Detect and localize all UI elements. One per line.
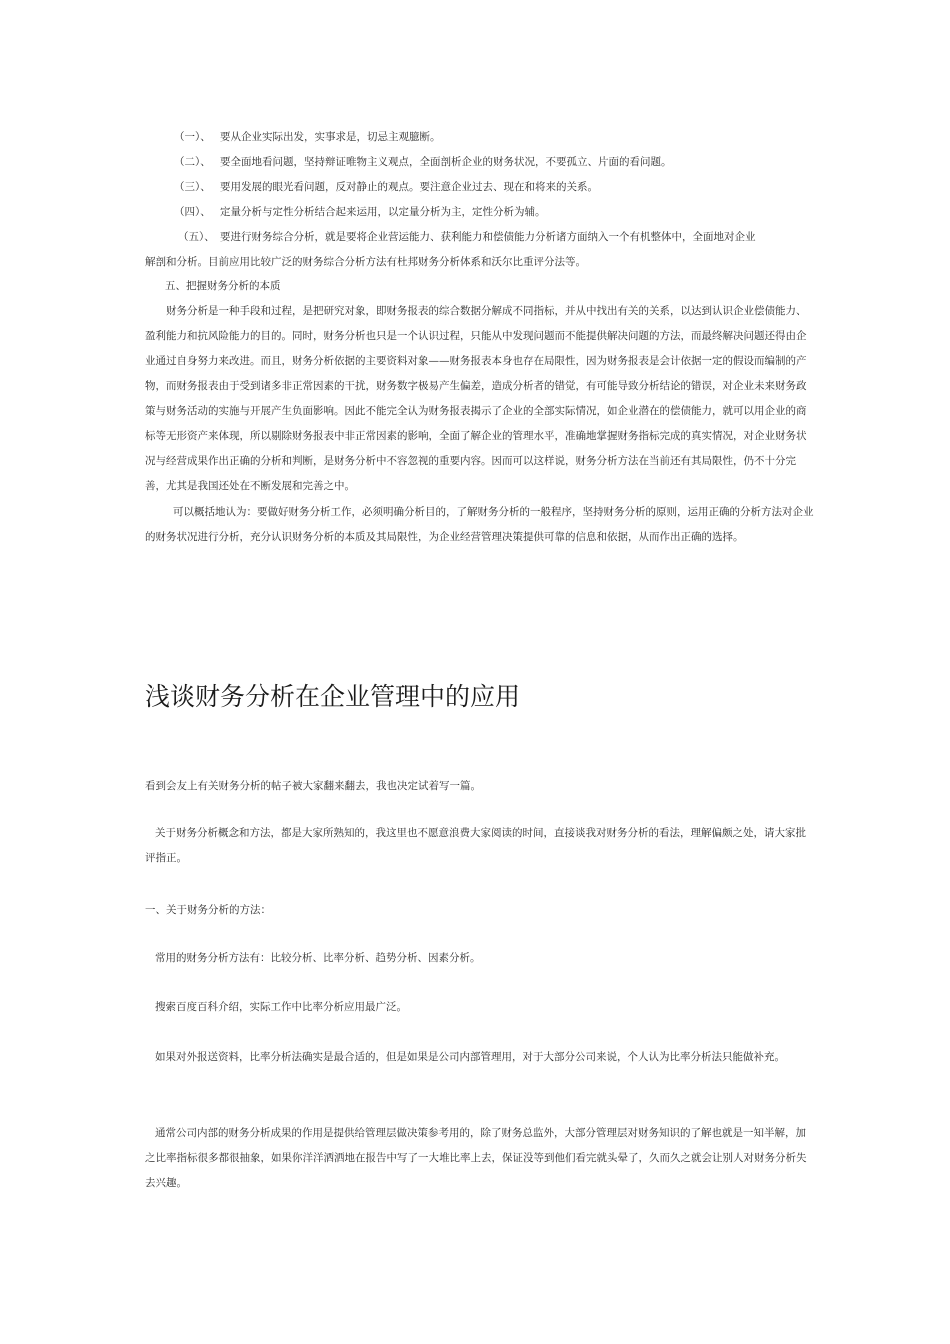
article-heading-methods: 一、关于财务分析的方法： [145, 904, 271, 916]
article-paragraph-5: 如果对外报送资料，比率分析法确实是最合适的，但是如果是公司内部管理用，对于大部分公司来说，个人认为比率分析法只能做补充。 [155, 1051, 785, 1063]
article-paragraph-4: 搜索百度百科介绍，实际工作中比率分析应用最广泛。 [155, 1001, 407, 1013]
list-item-5-line-1: （五）、 要进行财务综合分析，就是要将企业营运能力、获利能力和偿债能力分析诸方面纳入一个有机整体中，全面地对企业 [178, 231, 756, 243]
list-number: （一）、 [174, 131, 211, 143]
article-paragraph-2: 关于财务分析概念和方法，都是大家所熟知的，我这里也不愿意浪费大家阅读的时间，直接谈我对财务分析的看法，理解偏颇之处，请大家批评指正。 [145, 827, 806, 864]
list-item-2 [174, 155, 672, 169]
list-text: 要全面地看问题，坚持辩证唯物主义观点，全面剖析企业的财务状况，不要孤立、片面的看问题。 [220, 156, 672, 168]
paragraph-essence: 财务分析是一种手段和过程，是把研究对象，即财务报表的综合数据分解成不同指标，并从中找出有关的关系，以达到认识企业偿债能力、盈利能力和抗风险能力的目的。同时，财务分析也只是一个认识过程，只能从中发现问题而不能提供解决问题的方法，而最终解决问题还得由企业通过自身努力来改进。而且，财务分析依据的主要资料对象——财务报表本身也存在局限性，因为财务报表是会计依据一定的假设而编制的产物，而财务报表由于受到诸多非正常因素的干扰，财务数字极易产生偏差，造成分析者的错觉，有可能导致分析结论的错误，对企业未来财务政策与财务活动的实施与开展产生负面影响。因此不能完全认为财务报表揭示了企业的全部实际情况，如企业潜在的偿债能力，就可以用企业的商标等无形资产来体现，所以剔除财务报表中非正常因素的影响，全面了解企业的管理水平，准确地掌握财务指标完成的真实情况，对企业财务状况与经营成果作出正确的分析和判断，是财务分析中不容忽视的重要内容。因而可以这样说，财务分析方法在当前还有其局限性，仍不十分完善，尤其是我国还处在不断发展和完善之中。 [145, 305, 807, 492]
list-text: 定量分析与定性分析结合起来运用，以定量分析为主，定性分析为辅。 [220, 206, 546, 218]
list-number: （四）、 [174, 206, 211, 218]
list-item-1 [174, 130, 441, 144]
paragraph-summary: 可以概括地认为：要做好财务分析工作，必须明确分析目的，了解财务分析的一般程序，坚持财务分析的原则，运用正确的分析方法对企业的财务状况进行分析，充分认识财务分析的本质及其局限性，为企业经营管理决策提供可靠的信息和依据，从而作出正确的选择。 [145, 506, 814, 543]
list-number: （三）、 [174, 181, 211, 193]
list-text: 要用发展的眼光看问题，反对静止的观点。要注意企业过去、现在和将来的关系。 [220, 181, 598, 193]
section-heading-essence: 五、把握财务分析的本质 [165, 280, 281, 292]
article-paragraph-6: 通常公司内部的财务分析成果的作用是提供给管理层做决策参考用的，除了财务总监外，大部分管理层对财务知识的了解也就是一知半解，加之比率指标很多都很抽象，如果你洋洋洒洒地在报告中写了一大堆比率上去，保证没等到他们看完就头晕了，久而久之就会让别人对财务分析失去兴趣。 [145, 1127, 807, 1189]
article-paragraph-1: 看到会友上有关财务分析的帖子被大家翻来翻去，我也决定试着写一篇。 [145, 780, 481, 792]
article-paragraph-3: 常用的财务分析方法有：比较分析、比率分析、趋势分析、因素分析。 [155, 952, 481, 964]
list-number: （二）、 [174, 156, 211, 168]
list-text: 要从企业实际出发，实事求是，切忌主观臆断。 [220, 131, 441, 143]
list-item-4 [174, 205, 546, 219]
list-item-3 [174, 180, 598, 194]
list-item-5-line-2: 解剖和分析。目前应用比较广泛的财务综合分析方法有杜邦财务分析体系和沃尔比重评分法等。 [145, 256, 586, 268]
article-title: 浅谈财务分析在企业管理中的应用 [145, 682, 521, 711]
